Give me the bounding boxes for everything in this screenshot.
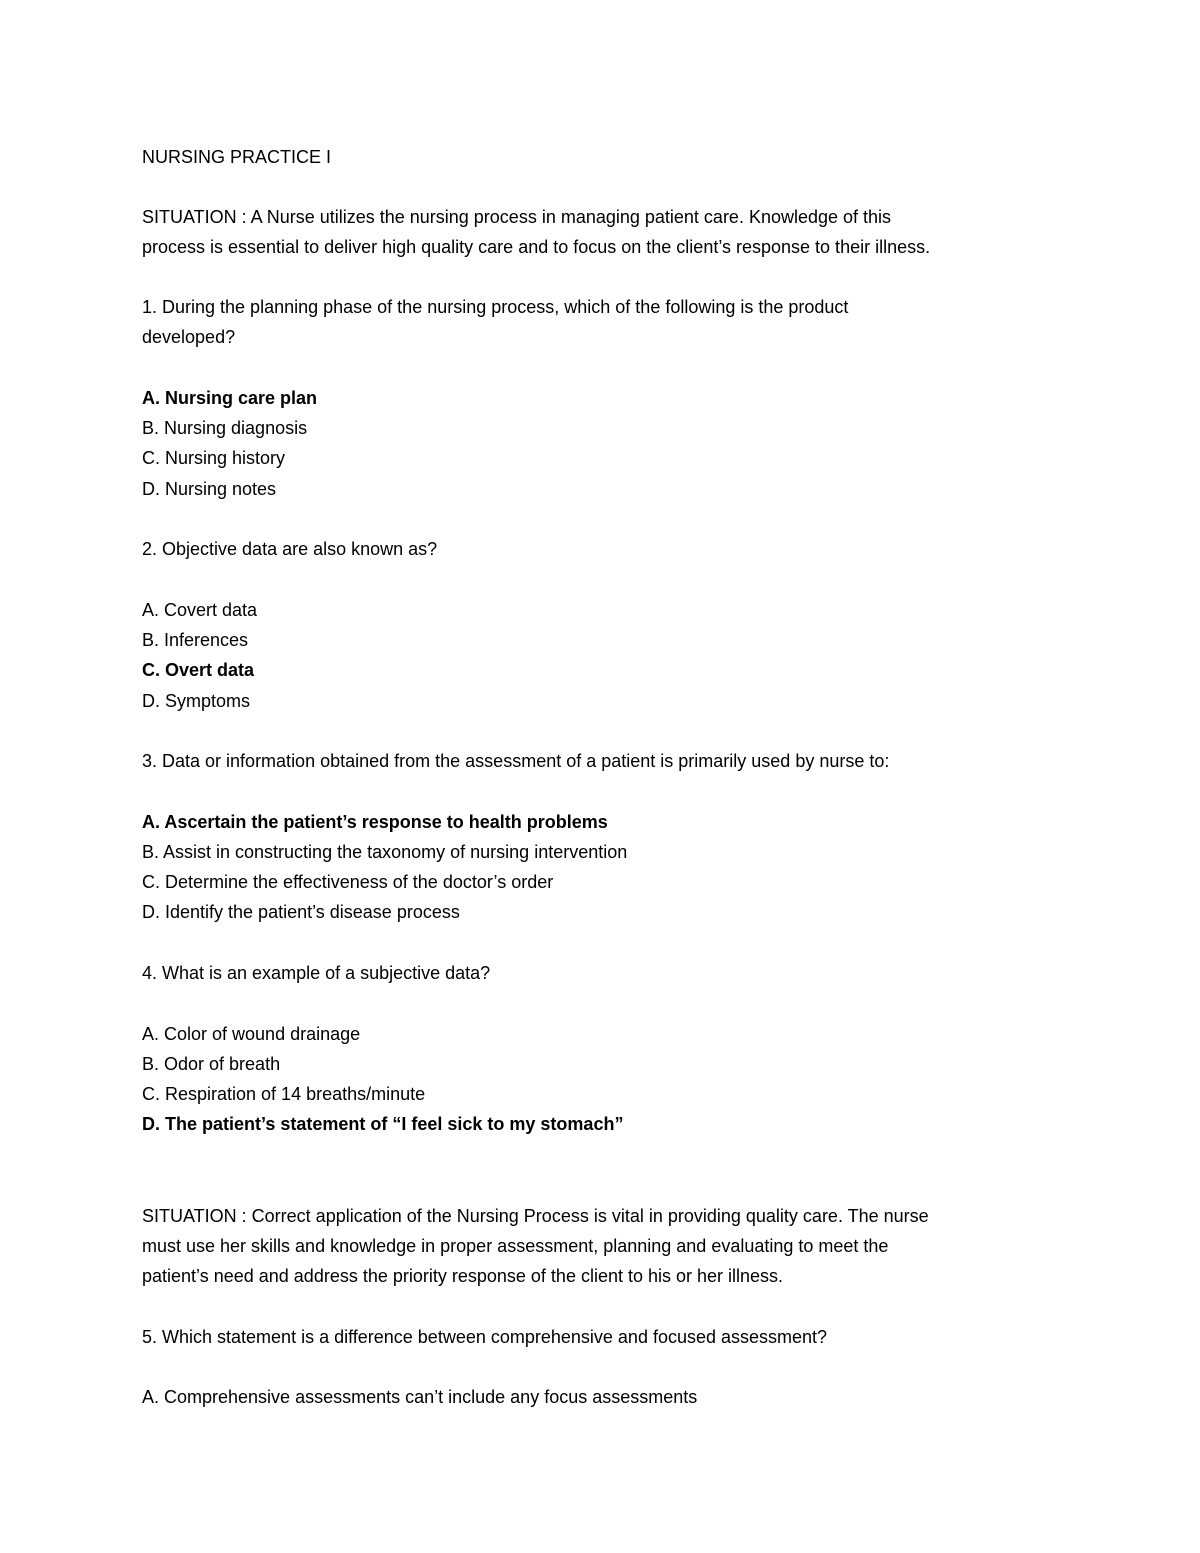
- question-4-option-a: A. Color of wound drainage: [142, 1024, 361, 1044]
- question-2-option-a: A. Covert data: [142, 600, 258, 620]
- question-1-option-d: D. Nursing notes: [142, 479, 277, 499]
- question-5-option-a: A. Comprehensive assessments can’t include any focus assessments: [142, 1387, 698, 1407]
- question-3-option-d: D. Identify the patient’s disease process: [142, 902, 460, 922]
- situation-2-line: must use her skills and knowledge in proper assessment, planning and evaluating to meet the: [142, 1236, 889, 1256]
- question-1-option-c: C. Nursing history: [142, 448, 286, 468]
- question-2-text: 2. Objective data are also known as?: [142, 539, 438, 559]
- question-3-text: 3. Data or information obtained from the assessment of a patient is primarily used by nurse to:: [142, 751, 890, 771]
- question-2-option-c-answer: C. Overt data: [142, 660, 255, 680]
- question-1-text: 1. During the planning phase of the nursing process, which of the following is the product: [142, 297, 849, 317]
- situation-2-line: SITUATION : Correct application of the Nursing Process is vital in providing quality care. The nurse: [142, 1206, 929, 1226]
- question-2-option-b: B. Inferences: [142, 630, 249, 650]
- situation-1-line: SITUATION : A Nurse utilizes the nursing process in managing patient care. Knowledge of this: [142, 207, 892, 227]
- question-2-option-d: D. Symptoms: [142, 691, 251, 711]
- question-5-text: 5. Which statement is a difference between comprehensive and focused assessment?: [142, 1327, 828, 1347]
- question-1-option-a-answer: A. Nursing care plan: [142, 388, 318, 408]
- question-4-option-b: B. Odor of breath: [142, 1054, 281, 1074]
- question-3-option-c: C. Determine the effectiveness of the doctor’s order: [142, 872, 554, 892]
- document-title: NURSING PRACTICE I: [142, 147, 332, 167]
- question-4-option-c: C. Respiration of 14 breaths/minute: [142, 1084, 426, 1104]
- question-1-text: developed?: [142, 327, 236, 347]
- question-3-option-a-answer: A. Ascertain the patient’s response to health problems: [142, 812, 608, 832]
- question-4-option-d-answer: D. The patient’s statement of “I feel sick to my stomach”: [142, 1114, 624, 1134]
- situation-1-line: process is essential to deliver high quality care and to focus on the client’s response to their illness.: [142, 237, 931, 257]
- question-1-option-b: B. Nursing diagnosis: [142, 418, 308, 438]
- situation-2-line: patient’s need and address the priority response of the client to his or her illness.: [142, 1266, 784, 1286]
- question-4-text: 4. What is an example of a subjective data?: [142, 963, 491, 983]
- question-3-option-b: B. Assist in constructing the taxonomy of nursing intervention: [142, 842, 628, 862]
